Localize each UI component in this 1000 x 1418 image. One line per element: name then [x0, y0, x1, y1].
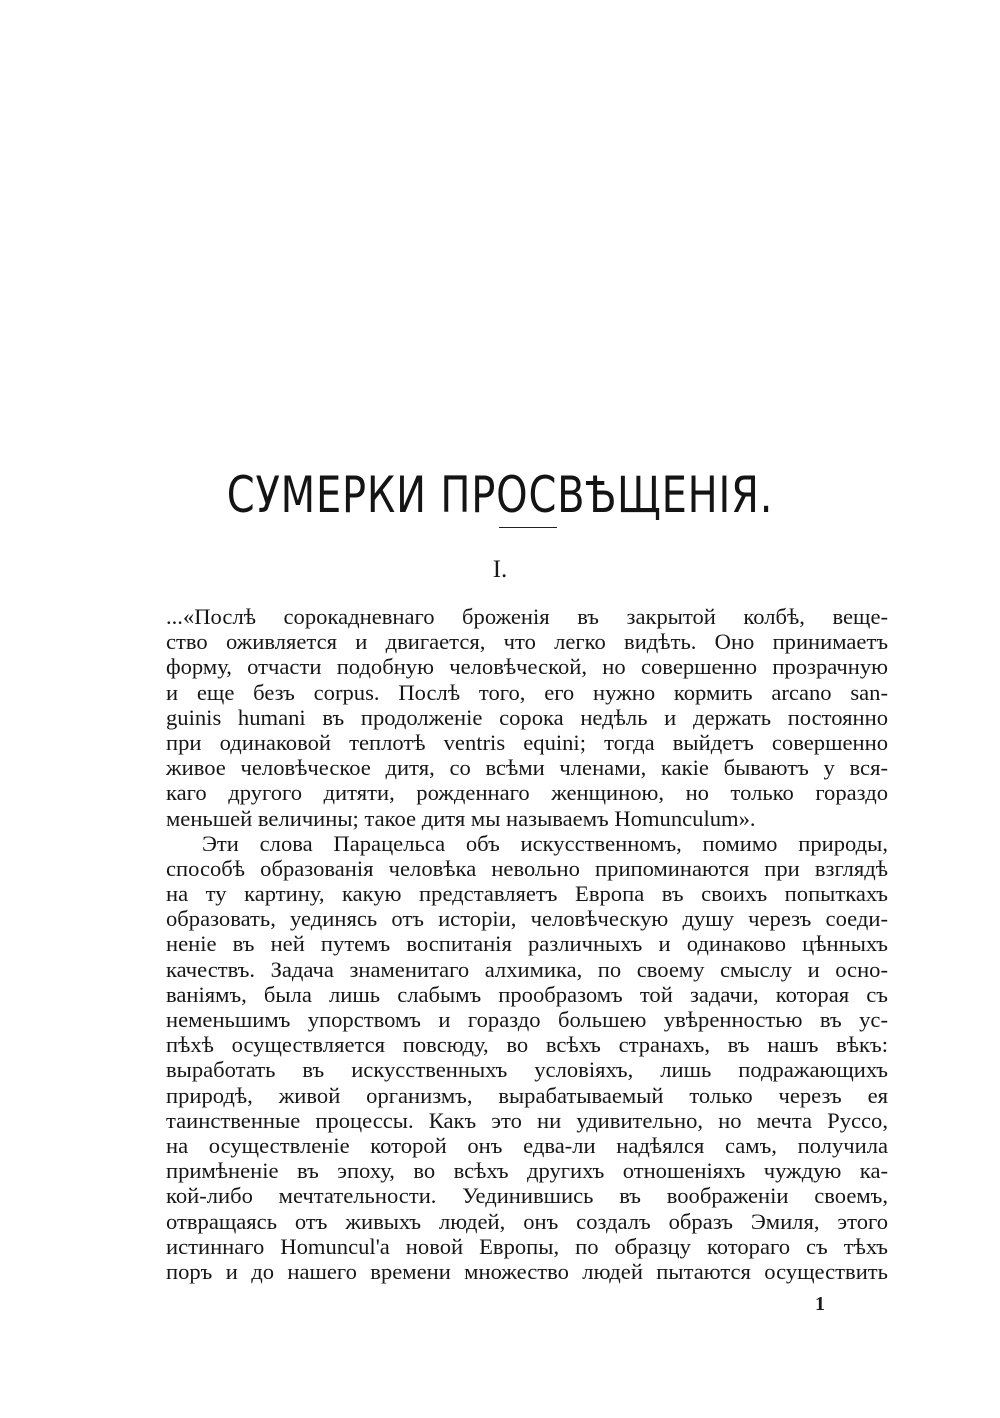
text-line: примѣненіе въ эпоху, во всѣхъ другихъ отношеніяхъ чуждую ка- — [166, 1158, 888, 1184]
text-line: таинственные процессы. Какъ это ни удивительно, но мечта Руссо, — [166, 1107, 888, 1133]
chapter-number: I. — [492, 556, 508, 583]
text-line: и еще безъ corpus. Послѣ того, его нужно кормить arcano san- — [166, 679, 888, 705]
text-line: на ту картину, какую представляетъ Европа въ своихъ попыткахъ — [166, 881, 888, 907]
text-line: образовать, уединясь отъ исторіи, человѣческую душу черезъ соеди- — [166, 906, 888, 932]
text-line: меньшей величины; такое дитя мы называемъ Homunculum». — [166, 805, 756, 831]
text-line: каго другого дитяти, рожденнаго женщиною, но только гораздо — [166, 780, 888, 806]
text-line: на осуществленіе которой онъ едва-ли надѣялся самъ, получила — [166, 1132, 888, 1158]
text-line: ...«Послѣ сорокадневнаго броженія въ закрытой колбѣ, веще- — [166, 604, 888, 629]
text-line: природѣ, живой организмъ, вырабатываемый только черезъ ея — [166, 1082, 888, 1108]
text-line: guinis humani въ продолженіе сорока недѣль и держать постоянно — [166, 704, 888, 730]
text-line: ваніямъ, была лишь слабымъ прообразомъ той задачи, которая съ — [166, 981, 888, 1007]
page-number: 1 — [815, 1293, 825, 1315]
text-line: при одинаковой теплотѣ ventris equini; тогда выйдетъ совершенно — [166, 729, 888, 755]
text-line: кой-либо мечтательности. Уединившись въ воображеніи своемъ, — [166, 1183, 888, 1209]
text-line: неменьшимъ упорствомъ и гораздо большею увѣренностью въ ус- — [166, 1007, 888, 1032]
text-line: живое человѣческое дитя, со всѣми членами, какіе бываютъ у вся- — [166, 755, 888, 781]
text-line: неніе въ ней путемъ воспитанія различныхъ и одинаково цѣнныхъ — [166, 931, 888, 957]
body-text — [166, 604, 888, 1284]
text-line: отвращаясь отъ живыхъ людей, онъ создалъ образъ Эмиля, этого — [166, 1208, 888, 1234]
text-line: ство оживляется и двигается, что легко видѣть. Оно принимаетъ — [166, 629, 888, 655]
text-line: пѣхѣ осуществляется повсюду, во всѣхъ странахъ, въ нашъ вѣкъ: — [166, 1032, 888, 1058]
text-line: истиннаго Homuncul'а новой Европы, по образцу котораго съ тѣхъ — [166, 1233, 888, 1259]
text-line: Эти слова Парацельса объ искусственномъ, помимо природы, — [202, 830, 888, 856]
text-line: поръ и до нашего времени множество людей пытаются осуществить — [166, 1258, 888, 1284]
page-title: СУМЕРКИ ПРОСВѢЩЕНІЯ. — [226, 465, 774, 524]
text-line: способѣ образованія человѣка невольно припоминаются при взглядѣ — [166, 855, 888, 881]
title-divider — [499, 527, 557, 528]
text-line: форму, отчасти подобную человѣческой, но совершенно прозрачную — [166, 654, 888, 680]
text-line: выработать въ искусственныхъ условіяхъ, лишь подражающихъ — [166, 1057, 888, 1083]
text-line: качествъ. Задача знаменитаго алхимика, по своему смыслу и осно- — [166, 956, 888, 982]
